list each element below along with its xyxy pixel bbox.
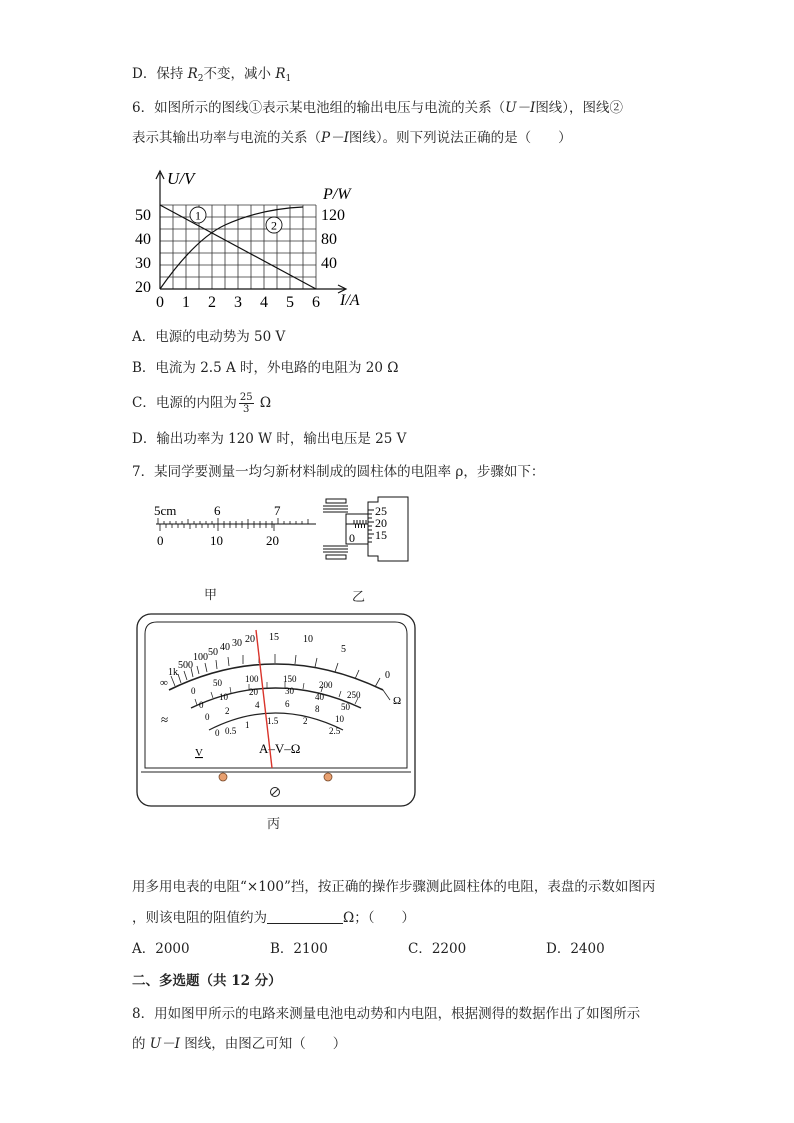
dc-label: 20 — [249, 687, 258, 697]
micrometer-sleeve-label: 0 — [349, 531, 355, 545]
dc-label: 250 — [347, 690, 361, 700]
dc-label: 2 — [225, 706, 230, 716]
q7-para-line1: 用多用电表的电阻“×100”挡，按正确的操作步骤测此圆柱体的电阻，表盘的示数如图丙 — [132, 879, 656, 895]
ohm-unit: Ω — [393, 695, 402, 707]
q7-choice-b: B．2100 — [270, 941, 328, 957]
caliper-main-label: 5cm — [154, 503, 177, 518]
dc-label: 50 — [341, 702, 350, 712]
micrometer — [318, 494, 413, 564]
y-left-tick: 30 — [135, 255, 151, 272]
q6-option-d: D．输出功率为 120 W 时，输出电压是 25 V — [132, 431, 407, 447]
q7-para-line2: ，则该电阻的阻值约为 Ω；（ ） — [132, 910, 415, 926]
ohm-label: ∞ — [160, 677, 168, 689]
ac-label: 0 — [215, 728, 220, 738]
caliper-vernier-label: 10 — [210, 533, 223, 548]
q7-choices — [132, 939, 605, 959]
dc-label: 4 — [255, 700, 260, 710]
ac-label: 2.5 — [329, 726, 341, 736]
dc-label: 0 — [199, 700, 204, 710]
caliper-vernier-label: 20 — [266, 533, 279, 548]
ohm-label: 40 — [220, 642, 230, 653]
ac-label: 2 — [303, 716, 308, 726]
dc-label: 10 — [219, 692, 228, 702]
x-tick: 5 — [286, 294, 294, 311]
micrometer-thimble-label: 25 — [375, 504, 387, 518]
q5-option-d: D．保持 $R_2$不变，减小 $R_1$ — [132, 66, 292, 84]
ac-label: 1 — [245, 720, 250, 730]
y-left-tick: 20 — [135, 279, 151, 296]
dc-label: 10 — [335, 714, 344, 724]
meter-center-label: A–V–Ω — [259, 741, 301, 756]
x-tick: 6 — [312, 294, 320, 311]
y-right-title: P/W — [323, 186, 351, 203]
caliper-main-label: 6 — [214, 503, 221, 518]
x-tick: 4 — [260, 294, 268, 311]
dc-label: 0 — [191, 686, 196, 696]
dc-label: 8 — [315, 704, 320, 714]
q6-stem-line2: 表示其输出功率与电流的关系（P－I图线）。则下列说法正确的是（ ） — [132, 130, 572, 146]
ohm-label: 15 — [269, 632, 279, 643]
ohm-label: 20 — [245, 634, 255, 645]
dc-label: 40 — [315, 692, 324, 702]
ac-label: 0.5 — [225, 726, 237, 736]
y-left-tick: 40 — [135, 231, 151, 248]
dc-label: 6 — [285, 699, 290, 709]
caliper-vernier-label: 0 — [157, 533, 164, 548]
dc-label: 50 — [213, 678, 222, 688]
dc-symbol: V — [195, 747, 203, 759]
terminal-left — [219, 773, 227, 781]
q6-stem-line1: 6．如图所示的图线①表示某电池组的输出电压与电流的关系（U－I图线），图线② — [132, 100, 624, 116]
figure-caption-jia: 甲 — [204, 588, 218, 603]
ohm-label: 10 — [303, 634, 313, 645]
x-tick: 1 — [182, 294, 190, 311]
ohm-label: 1k — [168, 667, 178, 678]
section-title: 二、多选题（共 12 分） — [132, 973, 282, 989]
x-title: I/A — [340, 292, 360, 309]
figure-caption-bing: 丙 — [267, 817, 281, 832]
q8-line1: 8．用如图甲所示的电路来测量电池电动势和内电阻，根据测得的数据作出了如图所示 — [132, 1006, 641, 1022]
micrometer-thimble-label: 15 — [375, 528, 387, 542]
ohm-label: 500 — [178, 660, 193, 671]
q7-choice-a: A．2000 — [132, 941, 190, 957]
q6-option-b: B．电流为 2.5 A 时，外电路的电阻为 20 Ω — [132, 360, 399, 376]
ohm-label: 100 — [193, 652, 208, 663]
x-tick: 3 — [234, 294, 242, 311]
answer-blank — [267, 909, 343, 924]
fraction: $\frac{25}{3}$ — [239, 392, 253, 415]
q6-option-c: C．电源的内阻为 $\frac{25}{3}$ Ω — [132, 392, 272, 415]
q7-stem: 7．某同学要测量一均匀新材料制成的圆柱体的电阻率 ρ，步骤如下： — [132, 464, 545, 480]
caliper-main-label: 7 — [274, 503, 281, 518]
q8-line2: 的 U－I 图线，由图乙可知（ ） — [132, 1036, 347, 1052]
ohm-label: 5 — [341, 644, 346, 655]
q7-choice-d: D．2400 — [546, 941, 605, 957]
dc-label: 100 — [245, 674, 259, 684]
dc-label: 150 — [283, 674, 297, 684]
y-right-tick: 120 — [321, 207, 345, 224]
ohm-label: 0 — [385, 670, 390, 681]
q7-choice-c: C．2200 — [408, 941, 467, 957]
dc-label: 30 — [285, 686, 294, 696]
y-right-tick: 80 — [321, 231, 337, 248]
multimeter-dial — [135, 612, 417, 808]
ohm-label: 50 — [208, 647, 218, 658]
q6-option-a: A．电源的电动势为 50 V — [132, 329, 286, 345]
ac-symbol: ≈ — [161, 712, 169, 727]
micrometer-thimble-label: 20 — [375, 516, 387, 530]
y-left-title: U/V — [167, 169, 195, 188]
x-tick: 2 — [208, 294, 216, 311]
y-left-tick: 50 — [135, 207, 151, 224]
dc-label: 200 — [319, 680, 333, 690]
terminal-right — [324, 773, 332, 781]
x-tick: 0 — [156, 294, 164, 311]
ohm-label: 30 — [232, 638, 242, 649]
ac-label: 1.5 — [267, 716, 279, 726]
q6-graph — [125, 165, 375, 315]
dc-label: 0 — [205, 712, 210, 722]
curve-1-label: 1 — [195, 208, 201, 223]
y-right-tick: 40 — [321, 255, 337, 272]
vernier-caliper — [148, 498, 318, 550]
curve-2-label: 2 — [271, 218, 277, 233]
figure-caption-yi: 乙 — [352, 590, 366, 605]
